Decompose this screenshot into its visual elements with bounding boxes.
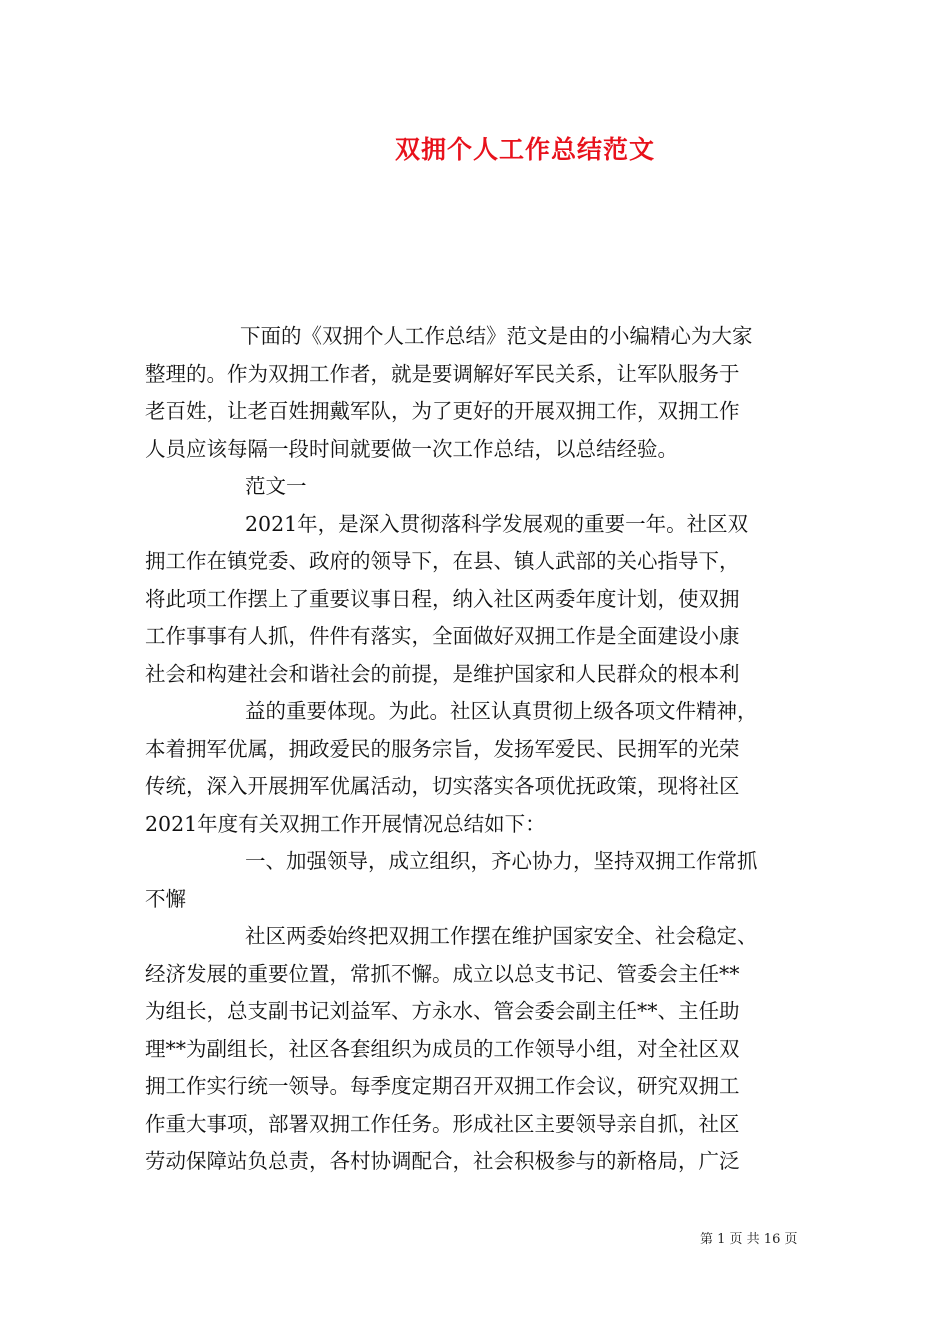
paragraph-line: 本着拥军优属，拥政爱民的服务宗旨，发扬军爱民、民拥军的光荣 (145, 736, 740, 761)
section-heading: 不懈 (145, 886, 186, 911)
paragraph-line: 下面的《双拥个人工作总结》范文是由的小编精心为大家 (240, 324, 753, 348)
paragraph-line: 工作事事有人抓，件件有落实，全面做好双拥工作是全面建设小康 (145, 624, 740, 648)
document-body (145, 318, 811, 1181)
paragraph-line: 拥工作实行统一领导。每季度定期召开双拥工作会议，研究双拥工 (145, 1074, 740, 1098)
paragraph-line: 为组长，总支副书记刘益军、方永水、管会委会副主任**、主任助 (145, 999, 740, 1023)
paragraph-line: 传统，深入开展拥军优属活动，切实落实各项优抚政策，现将社区 (145, 774, 740, 798)
paragraph-line: 老百姓，让老百姓拥戴军队，为了更好的开展双拥工作，双拥工作 (145, 399, 740, 423)
paragraph-line: 益的重要体现。为此。社区认真贯彻上级各项文件精神， (245, 699, 758, 723)
document-title: 双拥个人工作总结范文 (394, 135, 655, 164)
paragraph-line: 将此项工作摆上了重要议事日程，纳入社区两委年度计划，使双拥 (145, 586, 740, 611)
paragraph-line: 2021年度有关双拥工作开展情况总结如下： (145, 811, 546, 836)
paragraph-line: 社会和构建社会和谐社会的前提，是维护国家和人民群众的根本利 (145, 661, 740, 686)
paragraph-line: 作重大事项，部署双拥工作任务。形成社区主要领导亲自抓，社区 (145, 1111, 740, 1136)
paragraph-line: 拥工作在镇党委、政府的领导下，在县、镇人武部的关心指导下， (145, 549, 740, 573)
paragraph-line: 社区两委始终把双拥工作摆在维护国家安全、社会稳定、 (245, 924, 758, 948)
paragraph-line: 2021年，是深入贯彻落科学发展观的重要一年。社区双 (245, 511, 749, 536)
paragraph-line: 整理的。作为双拥工作者，就是要调解好军民关系，让军队服务于 (145, 361, 740, 386)
paragraph-line: 理**为副组长，社区各套组织为成员的工作领导小组，对全社区双 (145, 1036, 740, 1061)
section-label: 范文一 (245, 474, 307, 498)
paragraph-line: 人员应该每隔一段时间就要做一次工作总结，以总结经验。 (145, 436, 678, 461)
paragraph-line: 经济发展的重要位置，常抓不懈。成立以总支书记、管委会主任** (145, 961, 740, 986)
section-heading: 一、加强领导，成立组织，齐心协力，坚持双拥工作常抓 (245, 849, 758, 873)
page-number: 第 1 页 共 16 页 (700, 1232, 798, 1247)
paragraph-line: 劳动保障站负总责，各村协调配合，社会积极参与的新格局，广泛 (145, 1149, 740, 1173)
